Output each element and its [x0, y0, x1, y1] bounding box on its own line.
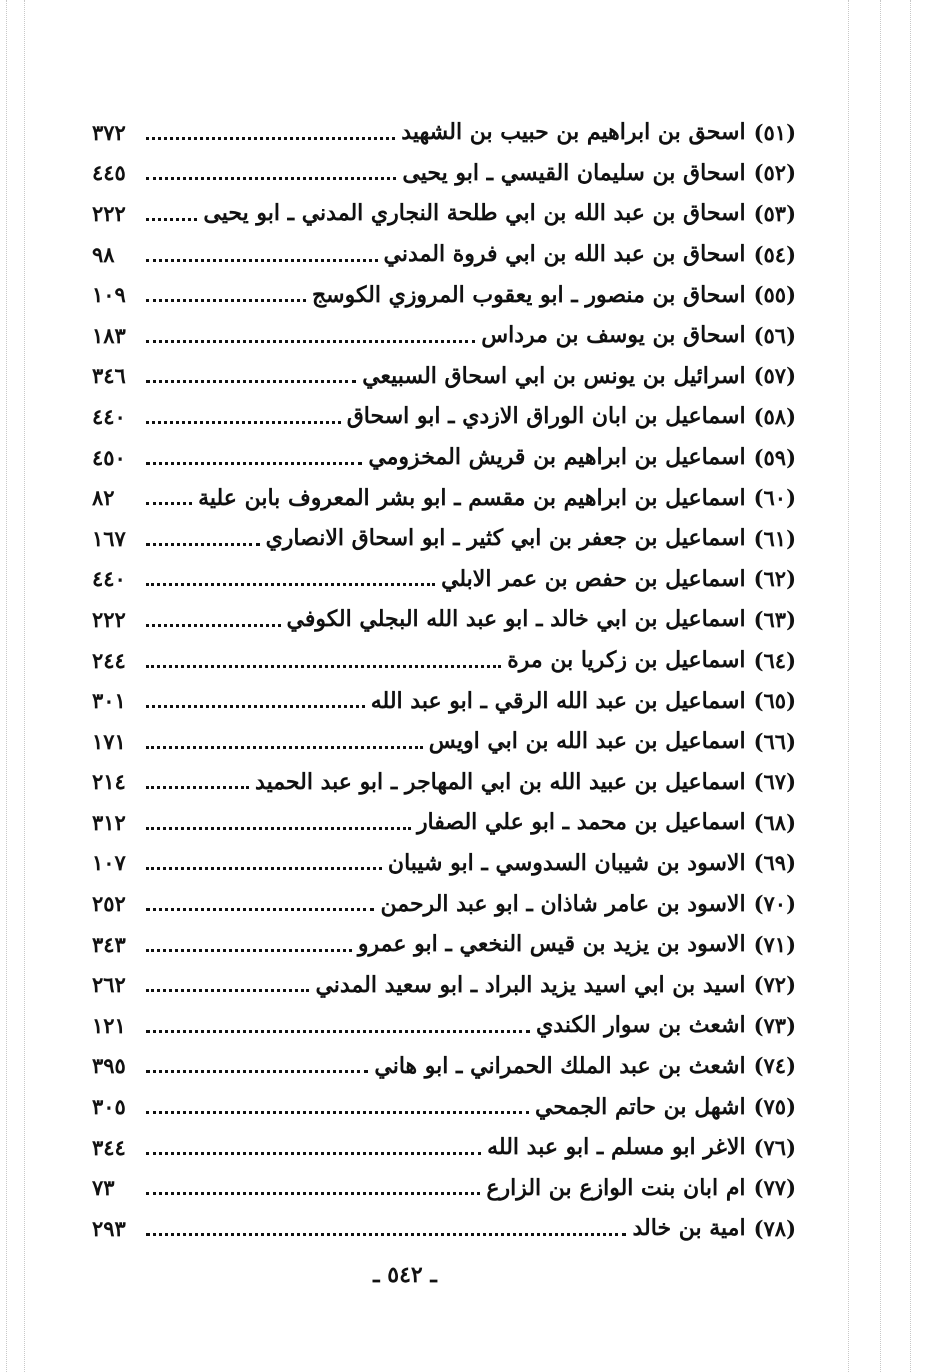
dot-leader — [146, 115, 395, 140]
entry-page-number: ٣٩٥ — [92, 1053, 126, 1079]
entry-number: (٧٣) — [753, 1012, 796, 1038]
entry-number: (٧٠) — [753, 891, 796, 917]
index-entry — [92, 1208, 796, 1249]
index-entry — [92, 1127, 796, 1168]
index-entry — [92, 477, 796, 518]
entry-number: (٧٦) — [753, 1134, 796, 1160]
entry-name: اشهل بن حاتم الجمحي — [535, 1093, 746, 1120]
entry-page-number: ٢١٤ — [92, 769, 126, 795]
index-entry — [92, 153, 796, 194]
index-entry — [92, 762, 796, 803]
entry-page-number: ٢٩٣ — [92, 1215, 126, 1241]
entry-page-number: ٣٤٦ — [92, 363, 126, 389]
entry-page-number: ٨٢ — [92, 485, 115, 511]
entry-number: (٧٢) — [753, 972, 796, 998]
entry-page-number: ١٨٣ — [92, 322, 126, 348]
margin-guide-line — [880, 0, 881, 1372]
index-entry — [92, 437, 796, 478]
entry-name: اسحاق بن عبد الله بن ابي فروة المدني — [383, 241, 746, 268]
dot-leader — [146, 967, 309, 992]
entry-page-number: ٩٨ — [92, 241, 115, 267]
index-entry — [92, 1046, 796, 1087]
entry-number: (٥٩) — [753, 444, 796, 470]
entry-number: (٧١) — [753, 931, 796, 957]
entry-name: اسماعيل بن عبد الله الرقي ـ ابو عبد الله — [370, 687, 746, 714]
entry-page-number: ٤٤٠ — [92, 403, 126, 429]
index-entry — [92, 843, 796, 884]
entry-number: (٥٣) — [753, 200, 796, 226]
entry-name: اشعث بن سوار الكندي — [536, 1012, 746, 1039]
index-entry — [92, 356, 796, 397]
entry-name: الاسود بن يزيد بن قيس النخعي ـ ابو عمرو — [357, 931, 746, 958]
entry-name: الاغر ابو مسلم ـ ابو عبد الله — [487, 1134, 746, 1161]
entry-page-number: ٤٤٥ — [92, 160, 126, 186]
entry-page-number: ٢٢٢ — [92, 200, 126, 226]
index-entry — [92, 802, 796, 843]
entry-number: (٦٢) — [753, 566, 796, 592]
index-entry — [92, 924, 796, 965]
entry-number: (٦٧) — [753, 769, 796, 795]
margin-guide-line — [24, 0, 25, 1372]
dot-leader — [146, 1048, 368, 1073]
dot-leader — [146, 155, 396, 180]
index-entry — [92, 640, 796, 681]
margin-guide-line — [910, 0, 911, 1372]
entry-name: اسيد بن ابي اسيد يزيد البراد ـ ابو سعيد المدني — [315, 971, 746, 998]
entry-name: ام ابان بنت الوازع بن الزارع — [486, 1174, 746, 1201]
entry-page-number: ٣٠١ — [92, 688, 126, 714]
dot-leader — [146, 277, 306, 302]
entry-number: (٦٩) — [753, 850, 796, 876]
dot-leader — [146, 845, 382, 870]
entry-number: (٦١) — [753, 525, 796, 551]
entry-name: اسحاق بن يوسف بن مرداس — [481, 322, 746, 349]
index-entry — [92, 559, 796, 600]
entry-page-number: ٢٥٢ — [92, 891, 126, 917]
index-entry — [92, 964, 796, 1005]
page-number: ـ ٥٤٢ ـ — [373, 1262, 437, 1288]
dot-leader — [146, 1089, 529, 1114]
entry-page-number: ١٠٩ — [92, 282, 126, 308]
entry-name: اسماعيل بن ابان الوراق الازدي ـ ابو اسحاق — [346, 403, 746, 430]
entry-name: اسرائيل بن يونس بن ابي اسحاق السبيعي — [362, 362, 746, 389]
entry-number: (٦٨) — [753, 809, 796, 835]
entry-number: (٦٠) — [753, 485, 796, 511]
dot-leader — [146, 1130, 481, 1155]
dot-leader — [146, 643, 501, 668]
dot-leader — [146, 683, 365, 708]
dot-leader — [146, 805, 411, 830]
index-entry — [92, 1086, 796, 1127]
entry-number: (٧٧) — [753, 1175, 796, 1201]
dot-leader — [146, 237, 378, 262]
entry-number: (٧٥) — [753, 1094, 796, 1120]
entry-name: اشعث بن عبد الملك الحمراني ـ ابو هاني — [374, 1052, 746, 1079]
entry-name: اسحق بن ابراهيم بن حبيب بن الشهيد — [401, 119, 746, 146]
entry-page-number: ١٠٧ — [92, 850, 126, 876]
entry-number: (٥٦) — [753, 322, 796, 348]
entry-page-number: ٣٤٤ — [92, 1134, 126, 1160]
entry-number: (٧٤) — [753, 1053, 796, 1079]
entry-name: الاسود بن عامر شاذان ـ ابو عبد الرحمن — [380, 890, 746, 917]
entry-page-number: ١٢١ — [92, 1012, 126, 1038]
entry-name: اسحاق بن عبد الله بن ابي طلحة النجاري المدني ـ ابو يحيى — [203, 200, 746, 227]
index-entry — [92, 315, 796, 356]
dot-leader — [146, 521, 260, 546]
entry-name: اسماعيل بن جعفر بن ابي كثير ـ ابو اسحاق الانصاري — [265, 525, 746, 552]
index-entry — [92, 274, 796, 315]
index-entry — [92, 883, 796, 924]
dot-leader — [146, 1008, 530, 1033]
entry-number: (٥٥) — [753, 282, 796, 308]
index-entry — [92, 112, 796, 153]
entry-number: (٦٣) — [753, 606, 796, 632]
entry-page-number: ٢٦٢ — [92, 972, 126, 998]
entry-number: (٥٤) — [753, 241, 796, 267]
dot-leader — [146, 196, 197, 221]
entry-number: (٥٧) — [753, 363, 796, 389]
entry-page-number: ٤٤٠ — [92, 566, 126, 592]
entry-name: اسماعيل بن عبد الله بن ابي اويس — [428, 728, 746, 755]
dot-leader — [146, 318, 475, 343]
index-entry — [92, 680, 796, 721]
index-entry — [92, 518, 796, 559]
entry-name: اسماعيل بن محمد ـ ابو علي الصفار — [416, 809, 746, 836]
entry-name: اسحاق بن منصور ـ ابو يعقوب المروزي الكوسج — [311, 281, 746, 308]
dot-leader — [146, 1170, 480, 1195]
entry-page-number: ٧٣ — [92, 1175, 115, 1201]
entry-number: (٥٢) — [753, 160, 796, 186]
index-entry — [92, 193, 796, 234]
entry-page-number: ٢٢٢ — [92, 606, 126, 632]
entry-number: (٦٥) — [753, 688, 796, 714]
entry-page-number: ٢٤٤ — [92, 647, 126, 673]
entry-page-number: ٣٠٥ — [92, 1094, 126, 1120]
entry-name: اسحاق بن سليمان القيسي ـ ابو يحيى — [402, 159, 746, 186]
entry-name: اسماعيل بن عبيد الله بن ابي المهاجر ـ ابو عبد الحميد — [255, 768, 746, 795]
dot-leader — [146, 602, 281, 627]
entry-name: امية بن خالد — [632, 1215, 746, 1242]
entry-number: (٦٦) — [753, 728, 796, 754]
entry-name: اسماعيل بن ابي خالد ـ ابو عبد الله البجلي الكوفي — [286, 606, 746, 633]
index-entry — [92, 396, 796, 437]
margin-guide-line — [6, 0, 7, 1372]
dot-leader — [146, 440, 362, 465]
dot-leader — [146, 724, 423, 749]
entry-number: (٧٨) — [753, 1215, 796, 1241]
entry-name: الاسود بن شيبان السدوسي ـ ابو شيبان — [387, 849, 746, 876]
dot-leader — [146, 927, 352, 952]
dot-leader — [146, 1211, 626, 1236]
index-entry — [92, 234, 796, 275]
entry-page-number: ١٦٧ — [92, 525, 126, 551]
index-entry — [92, 1167, 796, 1208]
entry-name: اسماعيل بن ابراهيم بن مقسم ـ ابو بشر المعروف بابن علية — [198, 484, 746, 511]
dot-leader — [146, 886, 374, 911]
entry-name: اسماعيل بن زكريا بن مرة — [507, 647, 746, 674]
entry-page-number: ١٧١ — [92, 728, 126, 754]
margin-guide-line — [848, 0, 849, 1372]
dot-leader — [146, 480, 192, 505]
entry-name: اسماعيل بن حفص بن عمر الابلي — [441, 565, 746, 592]
index-list — [92, 112, 796, 1249]
dot-leader — [146, 561, 435, 586]
dot-leader — [146, 399, 341, 424]
index-entry — [92, 599, 796, 640]
entry-number: (٦٤) — [753, 647, 796, 673]
entry-page-number: ٤٥٠ — [92, 444, 126, 470]
entry-number: (٥١) — [753, 119, 796, 145]
entry-name: اسماعيل بن ابراهيم بن قريش المخزومي — [368, 444, 746, 471]
index-entry — [92, 721, 796, 762]
entry-page-number: ٣٤٣ — [92, 931, 126, 957]
index-entry — [92, 1005, 796, 1046]
entry-page-number: ٣٧٢ — [92, 119, 126, 145]
entry-page-number: ٣١٢ — [92, 809, 126, 835]
entry-number: (٥٨) — [753, 403, 796, 429]
dot-leader — [146, 764, 249, 789]
dot-leader — [146, 358, 356, 383]
